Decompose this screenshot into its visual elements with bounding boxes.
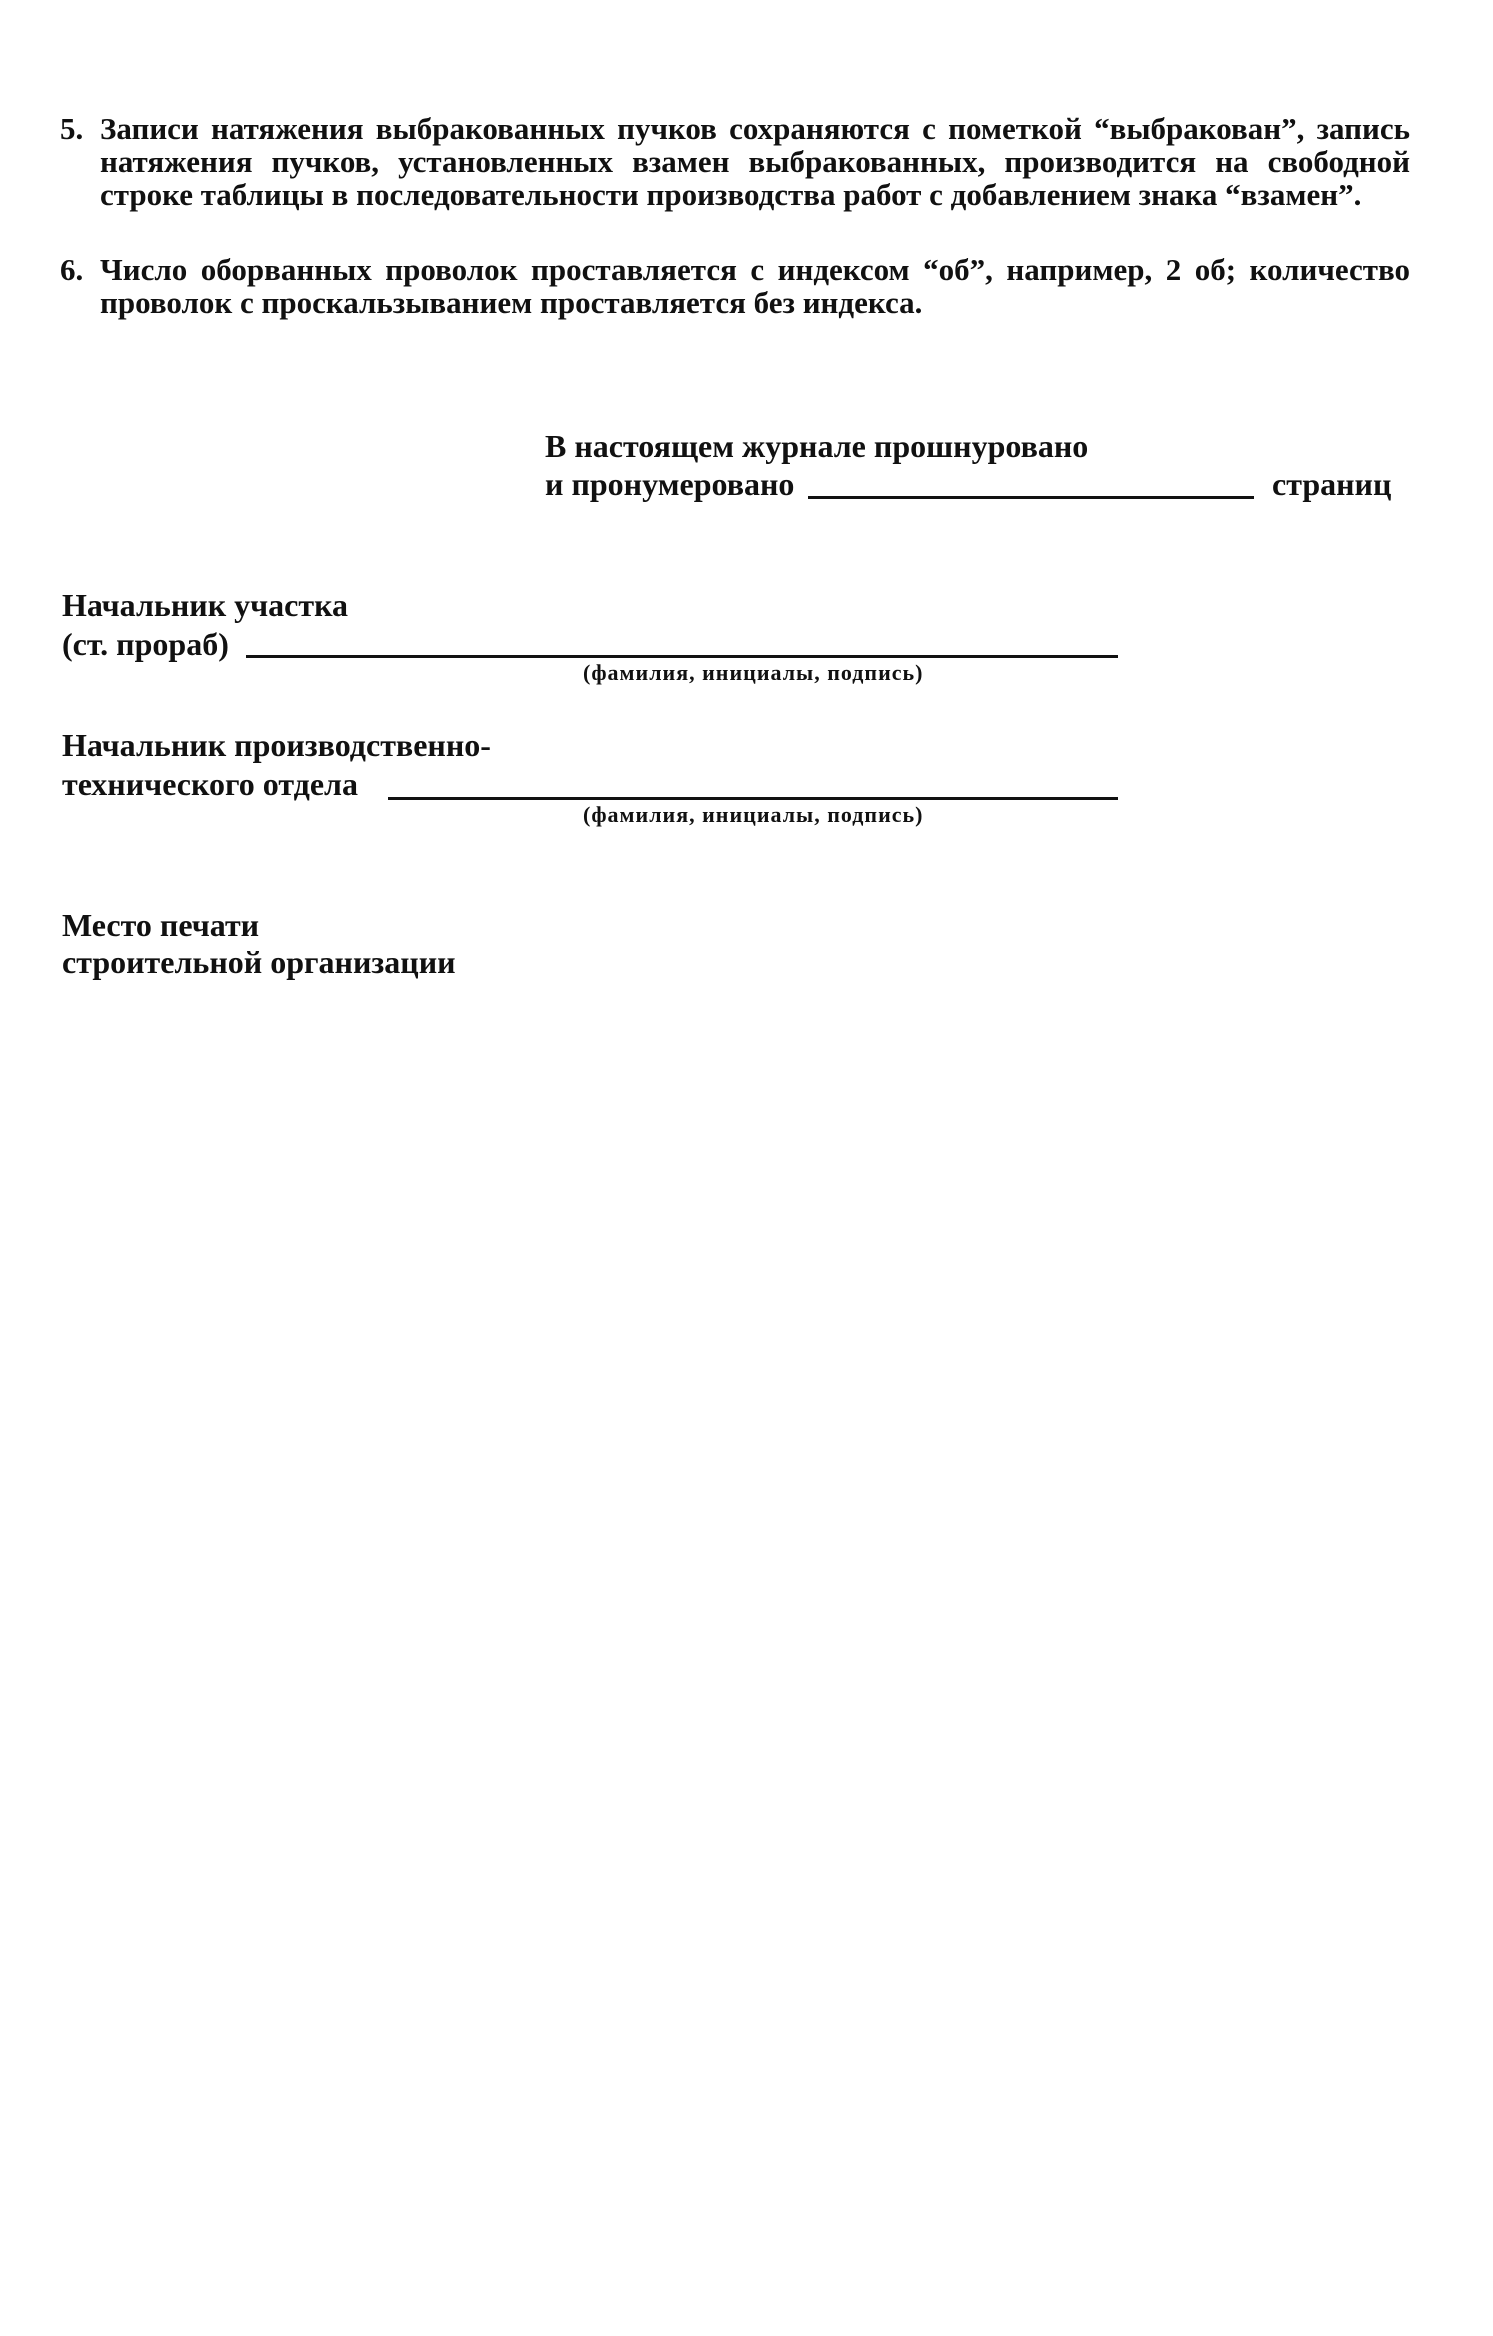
section-chief-title: Начальник участка [62,587,349,623]
journal-statement-line1: В настоящем журнале прошнуровано [545,428,1089,464]
journal-statement-line2-suffix: страниц [1272,466,1392,502]
page-count-blank [808,496,1254,499]
section-chief-subtitle: (ст. прораб) [62,626,229,662]
note-6-text: Число оборванных проволок проставляется с индексом “об”, например, 2 об; количество проволок с проскальзыванием проставляется без индекса. [100,252,1410,320]
stamp-place-line2: строительной организации [62,944,456,980]
journal-statement-line2-prefix: и пронумеровано [545,466,795,502]
section-chief-signature-line [246,655,1118,658]
note-6-number: 6. [60,252,84,287]
stamp-place-line1: Место печати [62,907,260,943]
note-5-text: Записи натяжения выбракованных пучков сохраняются с пометкой “выбракован”, запись натяжения пучков, установленных взамен выбракованных, производится на свободной строке таблицы в последовательности производства работ с добавлением знака “взамен”. [100,111,1410,212]
note-5-number: 5. [60,111,84,146]
pto-chief-signature-caption: (фамилия, инициалы, подпись) [583,802,924,827]
pto-chief-signature-line [388,797,1118,800]
note-6 [60,253,1410,319]
note-5 [60,112,1410,211]
pto-chief-subtitle: технического отдела [62,766,358,802]
section-chief-signature-caption: (фамилия, инициалы, подпись) [583,660,924,685]
pto-chief-title: Начальник производственно- [62,727,491,763]
